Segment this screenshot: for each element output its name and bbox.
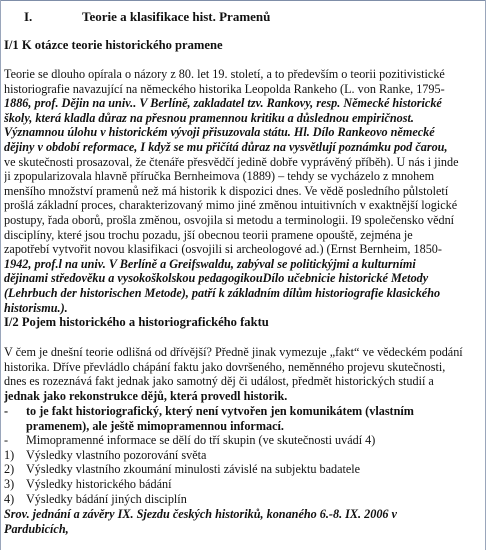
numbered-item xyxy=(4,462,484,477)
list-item-text: Mimopramenné informace se dělí do tří skupin (ve skutečnosti uvádí 4) xyxy=(26,433,376,448)
bullet-list xyxy=(4,404,484,506)
paragraph-line: prošlá základní proces, charakterizovaný mimo jiné změnou intuitivních v exaktnější logické xyxy=(4,198,458,213)
numbered-item-text: Výsledky historického bádání xyxy=(26,476,172,491)
paragraph-line: historika. Dříve převládlo chápání faktu jako dovršeného, neměnného projevu skutečnosti, xyxy=(4,359,446,374)
paragraph-line: historiografie navazující na německého historika Leopolda Rankeho (L. von Ranke, 1795- xyxy=(4,81,445,96)
source-citation xyxy=(4,507,484,536)
paragraph-line: postupy, řada oborů, prošla změnou, osvojila si metodu a terminologii. I9 společensko vědní xyxy=(4,212,455,227)
paragraph-line: dějinami středověku a vysokoškolskou pedagogikouDílo učebnicie historické Metody xyxy=(4,271,429,286)
numbered-item-text: Výsledky vlastního pozorování světa xyxy=(26,447,207,462)
paragraph-line: menšího množství pramenů než má historik k dispozici dnes. Ve vědě posledního půlstoletí xyxy=(4,183,449,198)
section-2-title: I/2 Pojem historického a historiografického faktu xyxy=(4,315,269,329)
numbered-item-text: Výsledky bádání jiných disciplín xyxy=(26,491,187,506)
number-marker: 2) xyxy=(4,462,15,477)
paragraph-line: zapotřebí vytvořit novou klasifikaci (osvojili si archeologové ad.) (Ernst Bernheim, 1850- xyxy=(4,242,442,257)
numbered-item xyxy=(4,477,484,492)
paragraph-line: disciplíny, které jsou trochu pozadu, jší obecnou teorii pramene opouště, zejména je xyxy=(4,227,413,242)
paragraph-line: dějiny v období reformace, I když se mu přičítá důraz na vysvětlují poznámku pod čarou, xyxy=(4,139,448,154)
paragraph-line: historismu.). xyxy=(4,300,68,315)
numbered-item-text: Výsledky vlastního zkoumání minulosti závislé na subjektu badatele xyxy=(26,462,361,477)
paragraph-line: Významnou úlohu v historickém vývoji přisuzovala státu. Hl. Dílo Rankeovo německé xyxy=(4,125,435,140)
list-item-continuation xyxy=(4,419,484,434)
number-marker: 4) xyxy=(4,491,15,506)
top-border xyxy=(0,0,486,1)
chapter-heading xyxy=(24,10,270,25)
numbered-item xyxy=(4,492,484,507)
list-item-text: to je fakt historiografický, který není vytvořen jen komunikátem (vlastním xyxy=(26,404,414,418)
paragraph-line: dnes es rozeznává fakt jednak jako samotný děj či událost, předmět historických studií a xyxy=(4,374,434,389)
list-item-text: pramenem), ale ještě mimopramennou informací. xyxy=(26,418,284,433)
paragraph-line: ve skutečnosti prosazoval, že čtenáře přesvědčí jedině dobře vyprávěný příběh). U nás i jinde xyxy=(4,154,459,169)
paragraph-line: V čem je dnešní teorie odlišná od dřívější? Předně jinak vymezuje „fakt“ ve vědeckém podání xyxy=(4,345,463,359)
citation-line: Srov. jednání a závěry IX. Sjezdu českých historiků, konaného 6.-8. IX. 2006 v xyxy=(4,507,397,521)
chapter-title: Teorie a klasifikace hist. Pramenů xyxy=(82,9,271,24)
list-item xyxy=(4,404,484,419)
section-1-title: I/1 K otázce teorie historického pramene xyxy=(4,38,223,52)
section-2-paragraph xyxy=(4,345,484,403)
numbered-item xyxy=(4,448,484,463)
chapter-number: I. xyxy=(24,9,33,24)
paragraph-line: ji zpopularizovala hlavně příručka Bernheimova (1889) – tehdy se vycházelo z mnohem xyxy=(4,169,435,184)
paragraph-line: 1886, prof. Dějin na univ.. V Berlíně, zakladatel tzv. Rankovy, resp. Německé historické xyxy=(4,96,442,111)
paragraph-line: školy, která kladla důraz na přesnou pramennou kritiku a důslednou empiričnost. xyxy=(4,110,414,125)
list-item xyxy=(4,433,484,448)
citation-line: Pardubicích, xyxy=(4,521,69,536)
paragraph-line: jednak jako rekonstrukce dějů, která provedl historik. xyxy=(4,388,288,403)
paragraph-line: Teorie se dlouho opírala o názory z 80. let 19. století, a to především o teorii pozitivistické xyxy=(4,67,445,81)
bullet-marker: - xyxy=(4,404,9,418)
section-1-paragraph xyxy=(4,67,484,315)
paragraph-line: 1942, prof.l na univ. V Berlíně a Greifswaldu, zabýval se politickýjmi a kulturními xyxy=(4,256,416,271)
bullet-marker: - xyxy=(4,433,9,448)
number-marker: 3) xyxy=(4,476,15,491)
number-marker: 1) xyxy=(4,447,15,462)
paragraph-line: (Lehrbuch der historischen Metode), patří k základním dílům historiografie klasického xyxy=(4,285,441,300)
left-edge xyxy=(0,0,1,550)
